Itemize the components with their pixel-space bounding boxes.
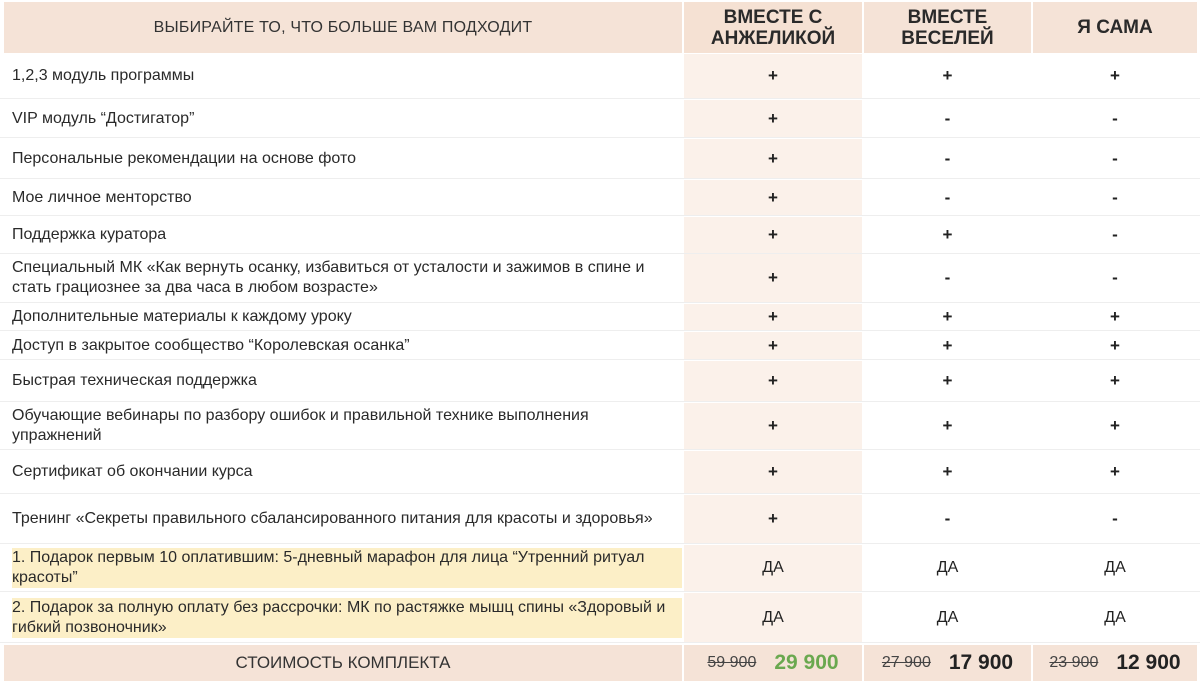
plan-value-cell <box>684 54 862 98</box>
plan-value: + <box>1110 371 1120 390</box>
table-row <box>0 403 1200 450</box>
table-row <box>0 495 1200 544</box>
plan-value-cell <box>684 593 862 642</box>
plan-value: + <box>768 225 778 244</box>
plan-value: - <box>1112 148 1118 168</box>
table-row <box>0 254 1200 303</box>
plan-value-cell <box>1033 403 1197 449</box>
plan-value-cell <box>864 403 1031 449</box>
price-together <box>864 645 1031 681</box>
plan-value: ДА <box>762 608 784 626</box>
table-row <box>0 304 1200 331</box>
plan-value-cell <box>864 54 1031 98</box>
table-header <box>0 2 1200 53</box>
plan-value-cell <box>1033 304 1197 330</box>
plan-value-cell <box>684 545 862 591</box>
plan-value-cell <box>1033 180 1197 215</box>
feature-label: VIP модуль “Достигатор” <box>12 109 195 127</box>
plan-value: - <box>1112 509 1118 528</box>
table-row <box>0 100 1200 138</box>
feature-label: Доступ в закрытое сообщество “Королевская осанка” <box>12 336 410 354</box>
new-price: 17 900 <box>948 651 1014 674</box>
plan-value: - <box>1112 108 1118 128</box>
header-intro: ВЫБИРАЙТЕ ТО, ЧТО БОЛЬШЕ ВАМ ПОДХОДИТ <box>4 2 682 53</box>
plan-value-cell <box>1033 545 1197 591</box>
plan-value-cell <box>864 304 1031 330</box>
table-row <box>0 545 1200 592</box>
plan-value: - <box>1112 268 1118 287</box>
plan-header-with-angelika <box>684 2 862 53</box>
plan-value: + <box>768 509 778 528</box>
feature-label: Поддержка куратора <box>12 226 167 243</box>
feature-label: Быстрая техническая поддержка <box>12 372 257 389</box>
plan-value: + <box>768 187 778 207</box>
plan-value-cell <box>864 332 1031 359</box>
plan-value: - <box>944 268 951 287</box>
plan-value-cell <box>1033 495 1197 543</box>
plan-value: - <box>944 108 951 128</box>
plan-value: + <box>942 371 953 390</box>
table-row <box>0 593 1200 643</box>
new-price: 29 900 <box>774 651 839 674</box>
plan-value: + <box>942 66 953 85</box>
plan-value-cell <box>684 451 862 493</box>
plan-value: + <box>768 307 778 326</box>
plan-value: ДА <box>936 608 959 626</box>
old-price: 59 900 <box>707 654 757 671</box>
plan-value: - <box>944 148 951 168</box>
plan-value-cell <box>1033 139 1197 178</box>
feature-cell <box>4 451 682 493</box>
plan-value: + <box>768 416 778 435</box>
plan-value-cell <box>684 254 862 302</box>
table-row <box>0 180 1200 216</box>
plan-value: ДА <box>762 559 784 576</box>
plan-value: + <box>942 225 953 244</box>
price-myself <box>1033 645 1197 681</box>
plan-value: - <box>1112 225 1118 244</box>
old-price: 27 900 <box>881 654 931 671</box>
feature-cell <box>4 304 682 330</box>
plan-value: + <box>942 462 953 481</box>
plan-value: + <box>768 148 778 168</box>
feature-cell <box>4 361 682 401</box>
plan-value-cell <box>864 545 1031 591</box>
feature-cell <box>4 54 682 98</box>
old-price: 23 900 <box>1049 654 1099 671</box>
plan-value: + <box>942 335 953 355</box>
plan-value-cell <box>1033 361 1197 401</box>
plan-value-cell <box>684 332 862 359</box>
plan-value: - <box>1112 187 1118 207</box>
table-row <box>0 217 1200 254</box>
plan-value: + <box>768 462 778 481</box>
feature-cell <box>4 593 682 642</box>
table-row <box>0 332 1200 360</box>
plan-value: - <box>944 509 951 528</box>
plan-value-cell <box>684 304 862 330</box>
plan-value-cell <box>1033 451 1197 493</box>
feature-cell <box>4 180 682 215</box>
plan-value-cell <box>864 180 1031 215</box>
plan-value: + <box>1110 335 1120 355</box>
table-row <box>0 451 1200 494</box>
plan-value-cell <box>864 254 1031 302</box>
plan-value: + <box>1110 66 1120 85</box>
feature-label: Дополнительные материалы к каждому уроку <box>12 308 352 325</box>
feature-label: 1,2,3 модуль программы <box>12 67 195 84</box>
feature-label: Обучающие вебинары по разбору ошибок и правильной технике выполнения упражнений <box>12 407 589 444</box>
table-row <box>0 361 1200 402</box>
plan-value-cell <box>1033 254 1197 302</box>
plan-value-cell <box>684 100 862 137</box>
plan-value-cell <box>864 593 1031 642</box>
plan-value: + <box>768 108 778 128</box>
plan-value: ДА <box>936 559 959 576</box>
plan-title-line1: Я САМА <box>1077 17 1153 38</box>
feature-cell <box>4 254 682 302</box>
feature-label: Тренинг «Секреты правильного сбалансированного питания для красоты и здоровья» <box>12 510 653 527</box>
plan-value: ДА <box>1104 608 1126 626</box>
feature-cell <box>4 100 682 137</box>
plan-value-cell <box>684 180 862 215</box>
plan-value-cell <box>864 217 1031 253</box>
plan-value: + <box>1110 416 1120 435</box>
plan-value: ДА <box>1104 559 1126 576</box>
plan-value-cell <box>864 495 1031 543</box>
plan-value-cell <box>684 495 862 543</box>
plan-title-line2: АНЖЕЛИКОЙ <box>710 27 836 49</box>
plan-value: + <box>942 307 953 326</box>
plan-value-cell <box>1033 332 1197 359</box>
plan-value-cell <box>1033 217 1197 253</box>
feature-label: 2. Подарок за полную оплату без рассрочки: МК по растяжке мышц спины «Здоровый и гибкий позвоночник» <box>12 598 682 638</box>
price-row <box>0 645 1200 681</box>
plan-value-cell <box>1033 100 1197 137</box>
feature-label: Мое личное менторство <box>12 188 192 206</box>
feature-label: Сертификат об окончании курса <box>12 463 253 480</box>
plan-value-cell <box>1033 54 1197 98</box>
plan-value-cell <box>1033 593 1197 642</box>
plan-value: + <box>768 371 778 390</box>
plan-value: + <box>768 268 778 287</box>
feature-cell <box>4 495 682 543</box>
plan-value-cell <box>684 361 862 401</box>
table-row <box>0 54 1200 99</box>
feature-cell <box>4 139 682 178</box>
plan-value-cell <box>684 403 862 449</box>
plan-value-cell <box>684 139 862 178</box>
plan-value: + <box>768 66 778 85</box>
plan-value-cell <box>864 100 1031 137</box>
plan-value: + <box>1110 307 1120 326</box>
plan-value: - <box>944 187 951 207</box>
feature-label: Специальный МК «Как вернуть осанку, избавиться от усталости и зажимов в спине и стать грациознее за два часа в любом возрасте» <box>12 259 645 296</box>
price-with-angelika <box>684 645 862 681</box>
new-price: 12 900 <box>1116 651 1181 674</box>
plan-value: + <box>768 335 778 355</box>
plan-value-cell <box>684 217 862 253</box>
feature-cell <box>4 217 682 253</box>
plan-value: + <box>1110 462 1120 481</box>
plan-title-line1: ВМЕСТЕ С <box>723 6 823 28</box>
feature-cell <box>4 545 682 591</box>
feature-label: Персональные рекомендации на основе фото <box>12 149 357 167</box>
plan-value-cell <box>864 361 1031 401</box>
price-label: СТОИМОСТЬ КОМПЛЕКТА <box>4 645 682 681</box>
feature-cell <box>4 403 682 449</box>
feature-cell <box>4 332 682 359</box>
plan-title-line1: ВМЕСТЕ <box>907 6 988 28</box>
plan-title-line2: ВЕСЕЛЕЙ <box>901 27 994 49</box>
plan-header-myself <box>1033 2 1197 53</box>
plan-value-cell <box>864 451 1031 493</box>
table-row <box>0 139 1200 179</box>
plan-value: + <box>942 416 953 435</box>
plan-header-together <box>864 2 1031 53</box>
feature-label: 1. Подарок первым 10 оплатившим: 5-дневный марафон для лица “Утренний ритуал красоты” <box>12 548 682 588</box>
plan-value-cell <box>864 139 1031 178</box>
